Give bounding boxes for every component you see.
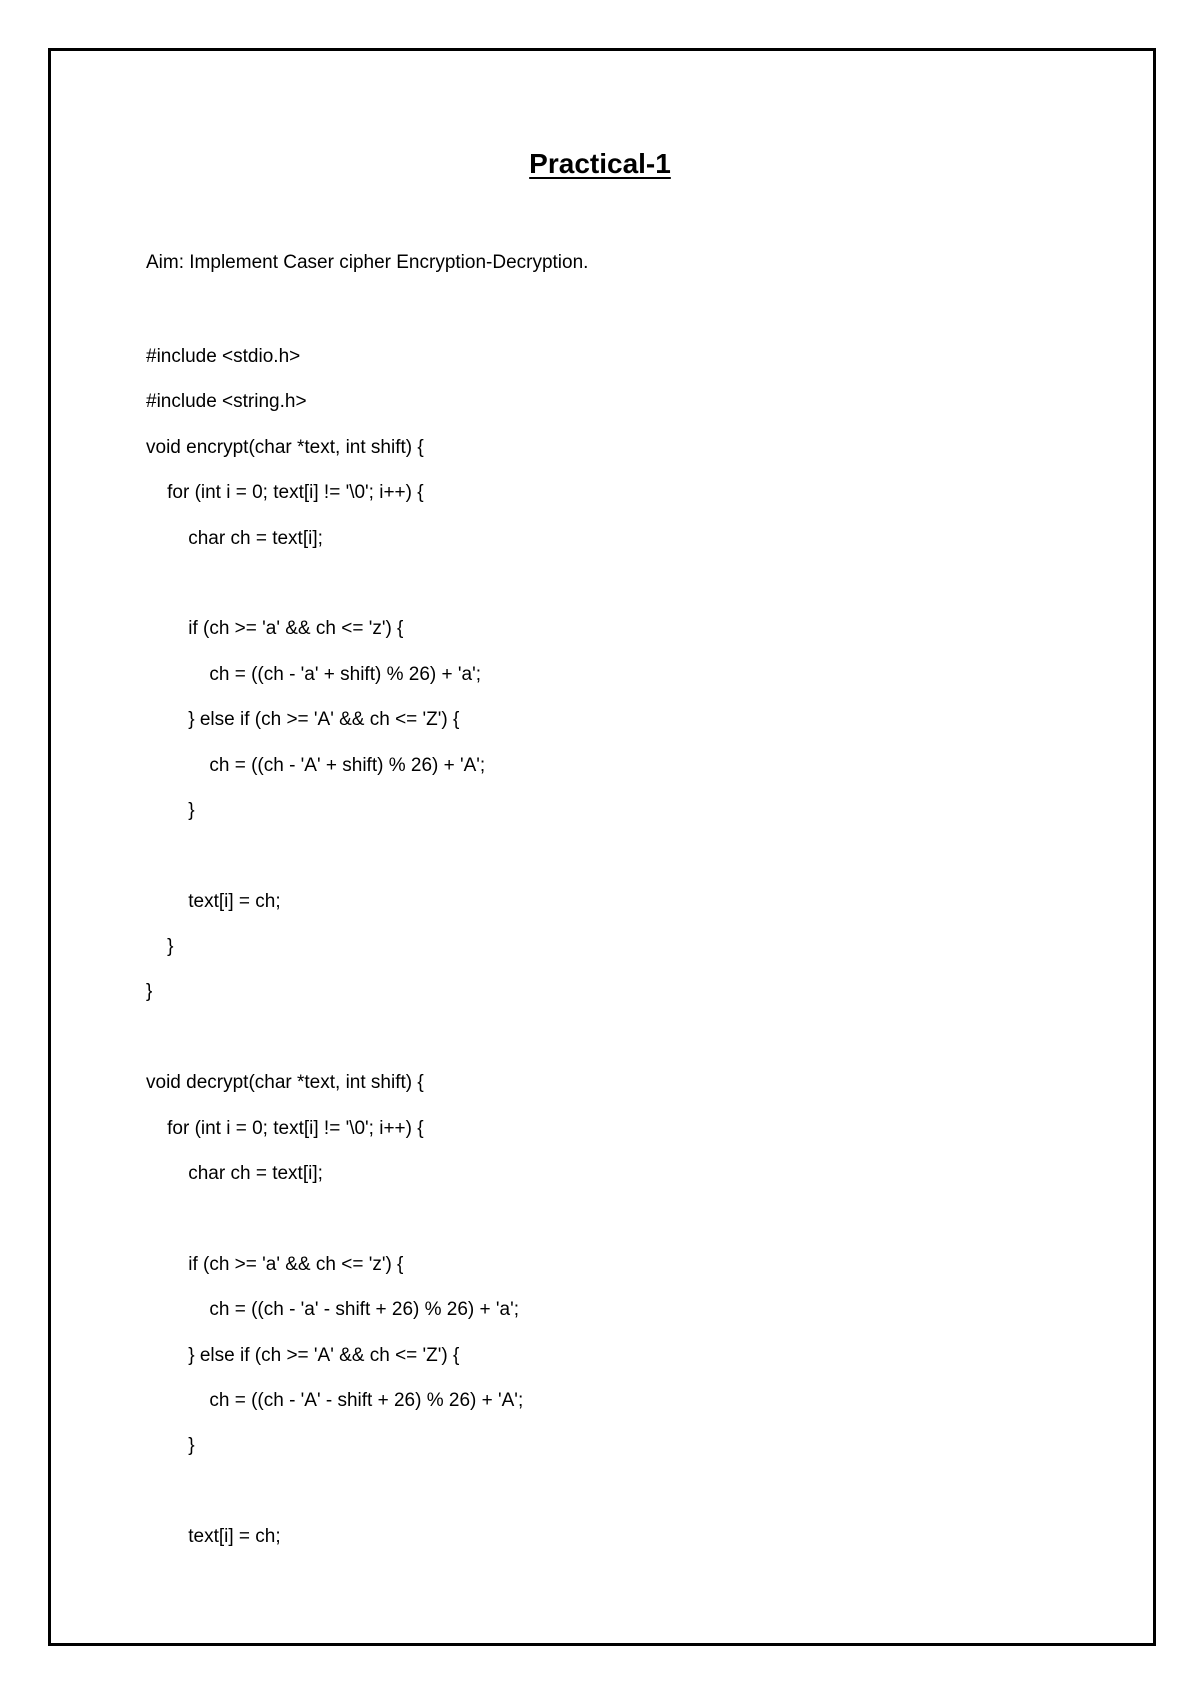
code-line-blank xyxy=(146,573,523,618)
code-line: ch = ((ch - 'A' + shift) % 26) + 'A'; xyxy=(146,754,486,776)
code-line: if (ch >= 'a' && ch <= 'z') { xyxy=(146,618,404,640)
code-line: } xyxy=(146,936,174,958)
code-line: } xyxy=(146,981,153,1003)
code-line: #include <stdio.h> xyxy=(146,346,301,367)
code-line: text[i] = ch; xyxy=(146,890,281,912)
code-line-blank xyxy=(146,845,523,890)
page-title: Practical-1 xyxy=(529,148,671,179)
code-line: if (ch >= 'a' && ch <= 'z') { xyxy=(146,1253,404,1275)
code-line: #include <string.h> xyxy=(146,391,307,413)
code-line-blank xyxy=(146,1481,523,1526)
code-line: void encrypt(char *text, int shift) { xyxy=(146,436,424,458)
code-line: } xyxy=(146,799,195,821)
code-line: } xyxy=(146,1435,195,1457)
code-line: } else if (ch >= 'A' && ch <= 'Z') { xyxy=(146,709,460,731)
aim-statement: Aim: Implement Caser cipher Encryption-Decryption. xyxy=(146,252,589,273)
code-line: ch = ((ch - 'A' - shift + 26) % 26) + 'A'; xyxy=(146,1389,524,1411)
code-line: ch = ((ch - 'a' + shift) % 26) + 'a'; xyxy=(146,663,481,685)
code-line: for (int i = 0; text[i] != '\0'; i++) { xyxy=(146,1117,424,1139)
code-line-blank xyxy=(146,1208,523,1253)
code-line: for (int i = 0; text[i] != '\0'; i++) { xyxy=(146,482,424,504)
code-line: char ch = text[i]; xyxy=(146,527,323,549)
code-line: text[i] = ch; xyxy=(146,1526,281,1548)
code-line-blank xyxy=(146,1027,523,1072)
code-line: ch = ((ch - 'a' - shift + 26) % 26) + 'a'; xyxy=(146,1299,520,1321)
code-line: void decrypt(char *text, int shift) { xyxy=(146,1072,424,1094)
code-line: char ch = text[i]; xyxy=(146,1163,323,1185)
code-line: } else if (ch >= 'A' && ch <= 'Z') { xyxy=(146,1344,460,1366)
code-listing xyxy=(146,346,523,1572)
